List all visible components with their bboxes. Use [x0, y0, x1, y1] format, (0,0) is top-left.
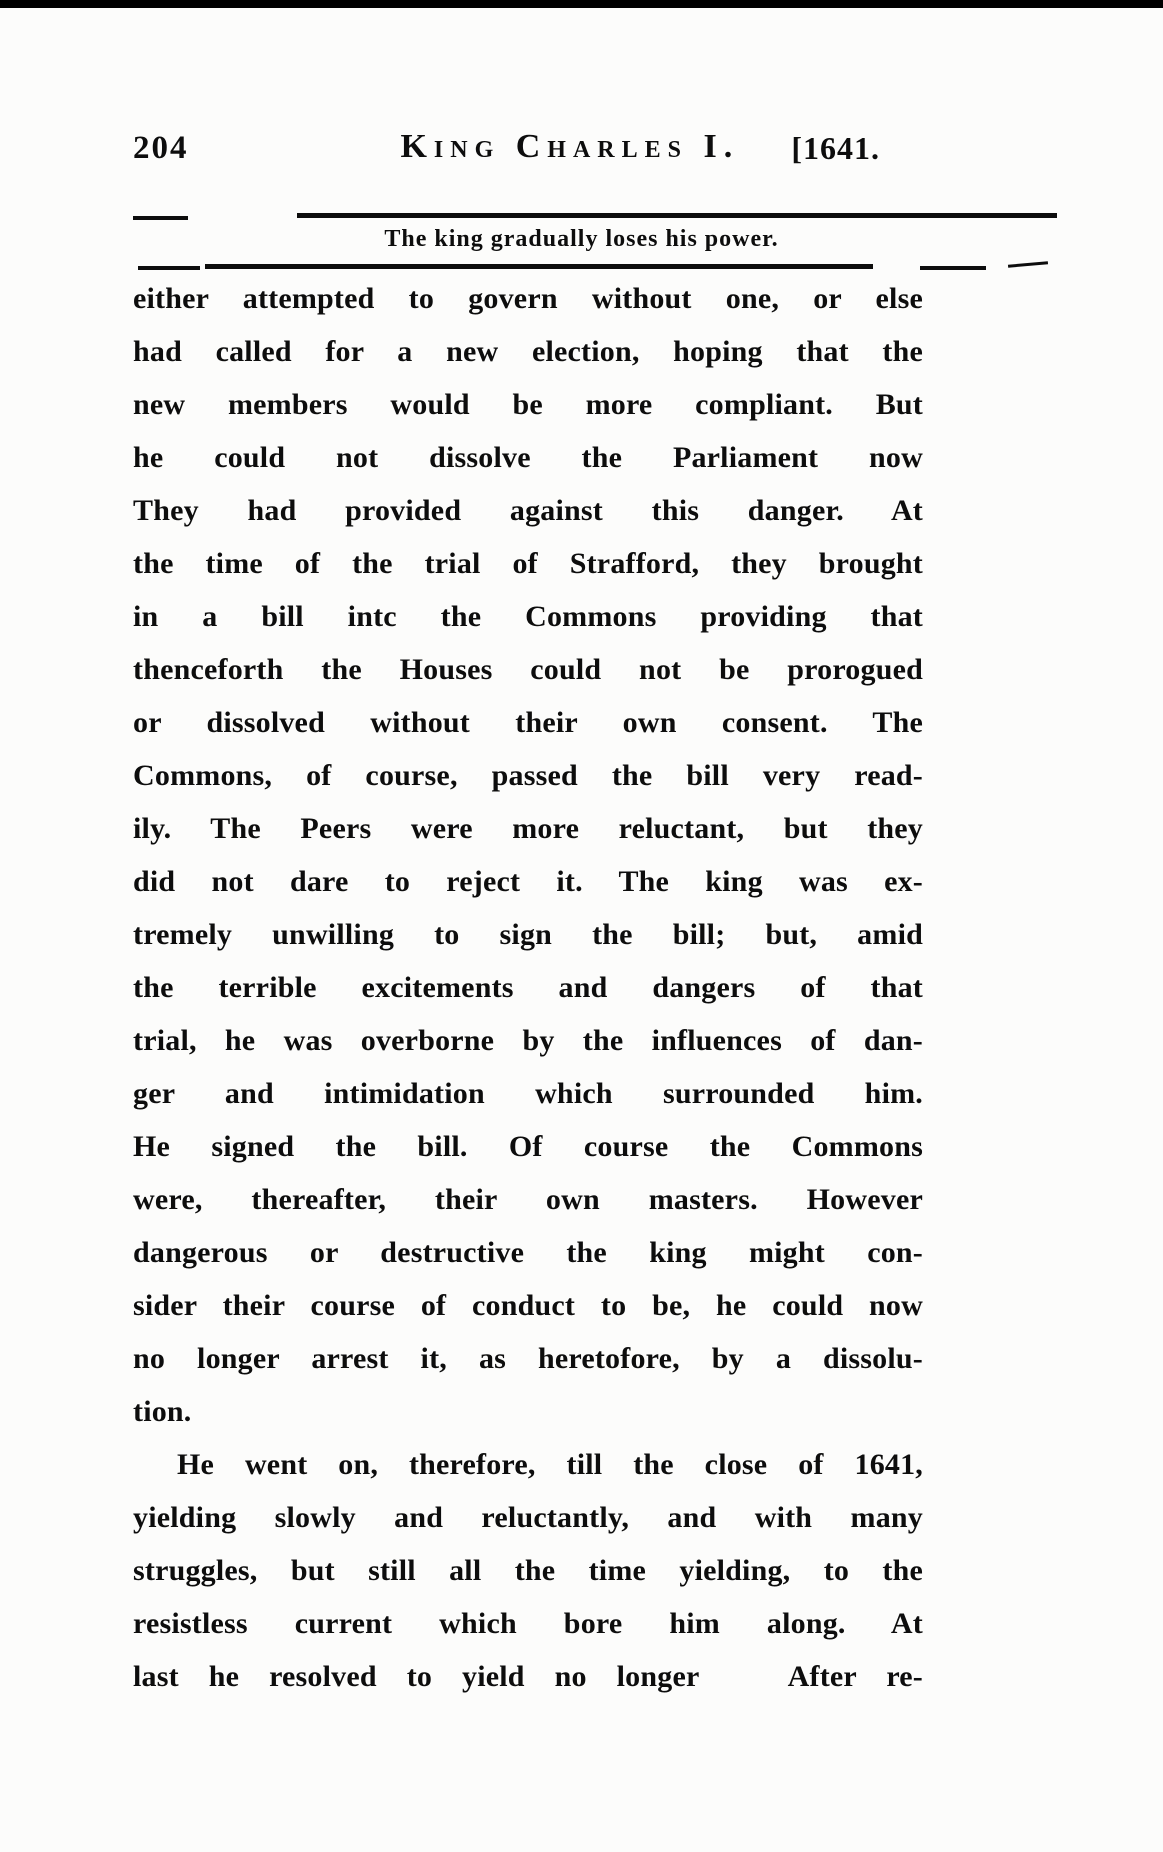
text-line: ily. The Peers were more reluctant, but they	[133, 812, 923, 845]
year-marker: [1641.	[791, 130, 880, 166]
body-text	[133, 272, 923, 1703]
text-line: sider their course of conduct to be, he could now	[133, 1289, 923, 1322]
text-line: They had provided against this danger. At	[133, 494, 923, 527]
text-line: did not dare to reject it. The king was ex-	[133, 865, 923, 898]
text-line: were, thereafter, their own masters. However	[133, 1183, 923, 1216]
text-line: no longer arrest it, as heretofore, by a dissolu-	[133, 1342, 923, 1375]
subtitle-rule-left-dash	[138, 266, 200, 270]
text-line: or dissolved without their own consent. The	[133, 706, 923, 739]
subtitle-rule	[205, 264, 873, 269]
text-line: tremely unwilling to sign the bill; but, amid	[133, 918, 923, 951]
header-rule	[297, 213, 1057, 218]
text-line: last he resolved to yield no longer After re-	[133, 1660, 923, 1693]
subtitle-rule-right-tick	[1008, 261, 1048, 267]
text-line: trial, he was overborne by the influences of dan-	[133, 1024, 923, 1057]
text-line: He signed the bill. Of course the Commons	[133, 1130, 923, 1163]
scan-edge-artifact	[0, 0, 1163, 8]
header-rule-left-dash	[133, 216, 188, 220]
text-line: had called for a new election, hoping that the	[133, 335, 923, 368]
page-header	[0, 128, 1163, 178]
chapter-subtitle: The king gradually loses his power.	[384, 226, 779, 252]
text-line: in a bill intc the Commons providing that	[133, 600, 923, 633]
text-line: Commons, of course, passed the bill very read-	[133, 759, 923, 792]
running-title: King Charles I.	[400, 128, 740, 165]
text-line: dangerous or destructive the king might con-	[133, 1236, 923, 1269]
page-number: 204	[133, 130, 189, 166]
text-line: resistless current which bore him along. At	[133, 1607, 923, 1640]
text-line: either attempted to govern without one, or else	[133, 282, 923, 315]
text-line: tion.	[133, 1395, 192, 1428]
text-line: yielding slowly and reluctantly, and with many	[133, 1501, 923, 1534]
text-line: the time of the trial of Strafford, they brought	[133, 547, 923, 580]
text-line: the terrible excitements and dangers of that	[133, 971, 923, 1004]
text-line: new members would be more compliant. But	[133, 388, 923, 421]
text-line: thenceforth the Houses could not be prorogued	[133, 653, 923, 686]
text-line: ger and intimidation which surrounded him.	[133, 1077, 923, 1110]
text-line: struggles, but still all the time yielding, to the	[133, 1554, 923, 1587]
text-line: he could not dissolve the Parliament now	[133, 441, 923, 474]
subtitle-rule-right-dash	[920, 266, 986, 270]
text-line: He went on, therefore, till the close of 1641,	[177, 1448, 923, 1481]
